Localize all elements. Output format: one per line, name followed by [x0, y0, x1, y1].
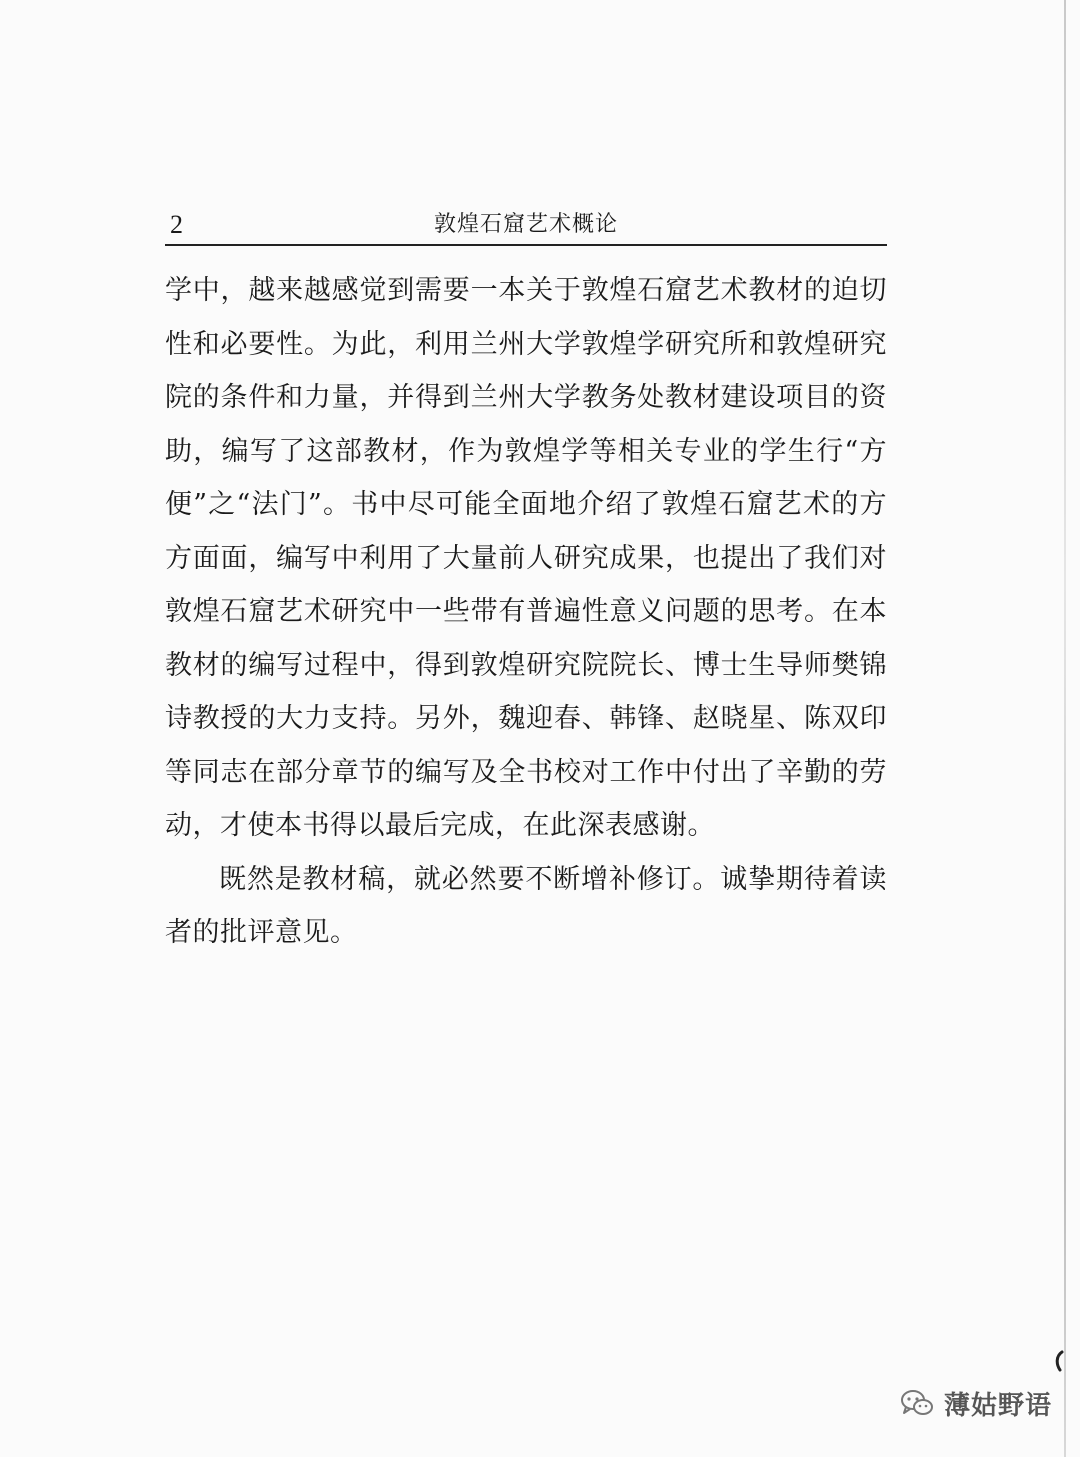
page-number: 2 — [170, 210, 183, 239]
watermark-text: 薄姑野语 — [944, 1390, 1053, 1421]
watermark — [900, 1383, 1052, 1423]
scan-artifact-mark — [1054, 1350, 1064, 1372]
header-rule — [165, 244, 887, 246]
wechat-icon — [900, 1388, 934, 1418]
page-header — [165, 208, 887, 248]
body-text — [165, 264, 887, 960]
scan-edge-shadow — [1064, 0, 1066, 1457]
paragraph-2: 既然是教材稿，就必然要不断增补修订。诚挚期待着读者的批评意见。 — [165, 863, 887, 948]
running-title: 敦煌石窟艺术概论 — [433, 212, 618, 237]
paragraph-1: 学中，越来越感觉到需要一本关于敦煌石窟艺术教材的迫切性和必要性。为此，利用兰州大学敦煌学研究所和敦煌研究院的条件和力量，并得到兰州大学教务处教材建设项目的资助，编写了这部教材，作为敦煌学等相关专业的学生行“方便”之“法门”。书中尽可能全面地介绍了敦煌石窟艺术的方方面面，编写中利用了大量前人研究成果，也提出了我们对敦煌石窟艺术研究中一些带有普遍性意义问题的思考。在本教材的编写过程中，得到敦煌研究院院长、博士生导师樊锦诗教授的大力支持。另外，魏迎春、韩锋、赵晓星、陈双印等同志在部分章节的编写及全书校对工作中付出了辛勤的劳动，才使本书得以最后完成，在此深表感谢。 — [165, 275, 887, 841]
